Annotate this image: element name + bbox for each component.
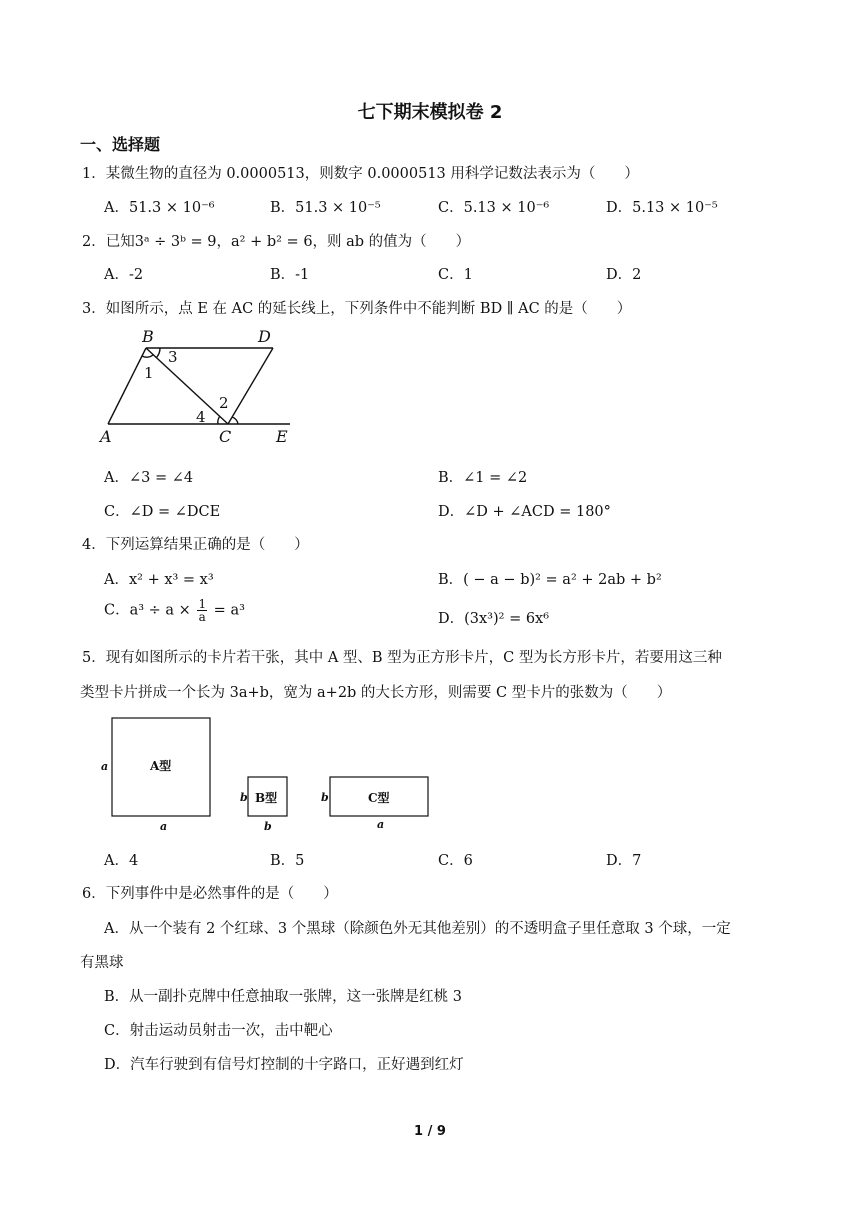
q4-option-c-suffix: = a³ [209,602,245,619]
q5-option-d: D．7 [606,853,642,869]
label-angle-4: 4 [196,408,206,426]
q4-option-b: B．( − a − b)² = a² + 2ab + b² [438,572,662,588]
q1-option-a: A．51.3 × 10⁻⁶ [104,200,215,216]
q5-option-c: C．6 [438,853,473,869]
q2-option-b: B．-1 [270,267,310,283]
q4-option-c-prefix: C．a³ ÷ a × [104,602,196,619]
label-angle-2: 2 [219,394,229,412]
q6-option-a: A．从一个装有 2 个红球、3 个黑球（除颜色外无其他差别）的不透明盒子里任意取 3 个球，一定 [104,921,731,937]
q1-option-d: D．5.13 × 10⁻⁵ [606,200,718,216]
q6-option-d: D．汽车行驶到有信号灯控制的十字路口，正好遇到红灯 [104,1057,464,1073]
page-number: 1 / 9 [414,1124,446,1139]
label-c: C [219,427,232,446]
line-dc [228,348,273,424]
label-b: B [142,327,154,346]
q3-option-c: C．∠D = ∠DCE [104,504,221,520]
q2-option-a: A．-2 [104,267,144,283]
card-b-side-label: b [240,791,248,804]
q4-option-a: A．x² + x³ = x³ [104,572,214,588]
q1-option-b: B．51.3 × 10⁻⁵ [270,200,381,216]
page-title: 七下期末模拟卷 2 [357,102,503,123]
angle-1-arc [142,355,153,357]
q3-option-a: A．∠3 = ∠4 [104,470,194,486]
q6-option-b: B．从一副扑克牌中任意抽取一张牌，这一张牌是红桃 3 [104,989,462,1005]
q5-option-a: A．4 [104,853,139,869]
label-angle-1: 1 [144,364,154,382]
label-d: D [258,327,271,346]
fraction-numerator: 1 [198,597,207,611]
q6-option-a-continued: 有黑球 [80,955,124,971]
fraction-denominator: a [198,610,206,624]
question-1-stem: 1．某微生物的直径为 0.0000513，则数字 0.0000513 用科学记数法表示为（ ） [82,166,639,182]
question-3-stem: 3．如图所示，点 E 在 AC 的延长线上，下列条件中不能判断 BD ∥ AC 的是（ ） [82,301,632,317]
fraction-1-over-a [197,598,207,623]
q2-option-c: C．1 [438,267,473,283]
card-b-label: B型 [255,791,278,805]
q1-option-c: C．5.13 × 10⁻⁶ [438,200,550,216]
line-bc [146,348,228,424]
q3-option-d: D．∠D + ∠ACD = 180° [438,504,611,520]
q3-option-b: B．∠1 = ∠2 [438,470,528,486]
parallelogram-figure [98,322,298,448]
question-5-stem-line2: 类型卡片拼成一个长为 3a+b，宽为 a+2b 的大长方形，则需要 C 型卡片的张数为（ ） [80,685,672,701]
card-c-label: C型 [368,791,390,805]
card-c-side-label: b [321,791,329,804]
q6-option-c: C．射击运动员射击一次，击中靶心 [104,1023,333,1039]
card-c-bottom-label: a [377,818,385,831]
q4-option-d: D．(3x³)² = 6x⁶ [438,611,550,627]
angle-2-arc [232,417,238,424]
angle-3-arc [156,348,160,358]
question-2-stem: 2．已知3ᵃ ÷ 3ᵇ = 9，a² + b² = 6，则 ab 的值为（ ） [82,234,471,250]
card-b-bottom-label: b [264,820,272,833]
section-heading: 一、选择题 [80,135,161,154]
q4-option-c [104,598,245,623]
card-a-side-label: a [101,760,109,773]
question-6-stem: 6．下列事件中是必然事件的是（ ） [82,886,338,902]
card-a-label: A型 [150,759,172,773]
label-e: E [276,427,288,446]
label-a: A [100,427,112,446]
question-5-stem-line1: 5．现有如图所示的卡片若干张，其中 A 型、B 型为正方形卡片，C 型为长方形卡片，若要用这三种 [82,650,722,666]
angle-4-arc [218,416,220,424]
q5-option-b: B．5 [270,853,305,869]
question-4-stem: 4．下列运算结果正确的是（ ） [82,537,309,553]
line-ab [108,348,146,424]
label-angle-3: 3 [168,348,178,366]
q2-option-d: D．2 [606,267,642,283]
card-a-bottom-label: a [160,820,168,833]
cards-figure [96,712,436,836]
